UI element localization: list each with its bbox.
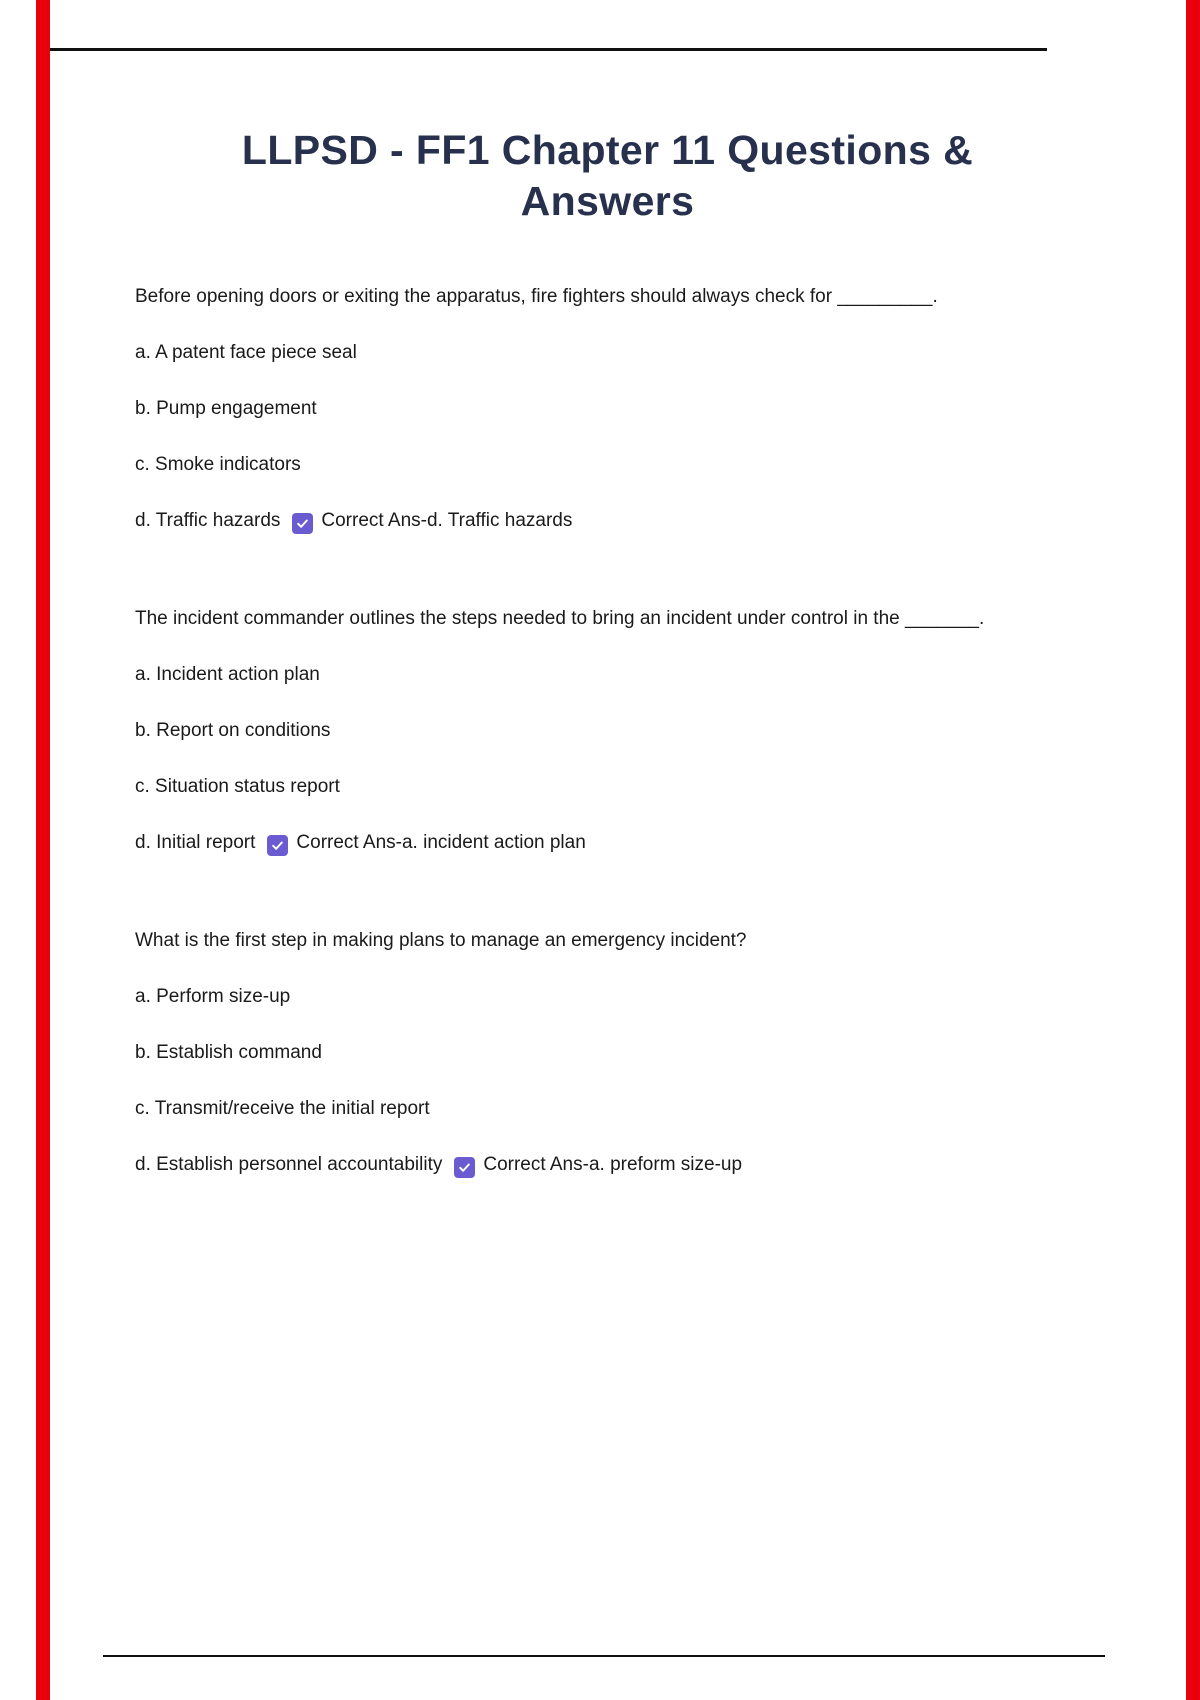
option-row: c. Transmit/receive the initial report bbox=[135, 1097, 430, 1119]
option-row: a. Incident action plan bbox=[135, 663, 320, 685]
correct-answer-text: Correct Ans-d. Traffic hazards bbox=[321, 509, 573, 531]
question-prompt: The incident commander outlines the steps needed to bring an incident under control in the _______. bbox=[135, 607, 985, 629]
questions-list bbox=[135, 276, 1080, 1186]
correct-answer-text: Correct Ans-a. incident action plan bbox=[296, 831, 586, 853]
option-row-with-answer bbox=[135, 1144, 1080, 1186]
question-prompt: What is the first step in making plans to manage an emergency incident? bbox=[135, 929, 747, 951]
question-prompt: Before opening doors or exiting the apparatus, fire fighters should always check for _________. bbox=[135, 285, 938, 307]
option-row: b. Report on conditions bbox=[135, 719, 331, 741]
option-row: a. Perform size-up bbox=[135, 985, 291, 1007]
bottom-rule bbox=[103, 1655, 1105, 1657]
option-row: c. Smoke indicators bbox=[135, 453, 301, 475]
correct-checkbox-icon bbox=[454, 1157, 475, 1178]
question-block bbox=[135, 276, 1080, 542]
option-row: b. Establish command bbox=[135, 1041, 322, 1063]
left-margin-bar bbox=[36, 0, 50, 1700]
correct-checkbox-icon bbox=[292, 513, 313, 534]
question-block bbox=[135, 598, 1080, 864]
right-margin-bar bbox=[1186, 0, 1200, 1700]
option-row: c. Situation status report bbox=[135, 775, 340, 797]
option-row: a. A patent face piece seal bbox=[135, 341, 357, 363]
question-block bbox=[135, 920, 1080, 1186]
option-label: d. Establish personnel accountability bbox=[135, 1153, 443, 1175]
page-content bbox=[135, 125, 1080, 1242]
option-label: d. Traffic hazards bbox=[135, 509, 281, 531]
option-row-with-answer bbox=[135, 822, 1080, 864]
correct-answer-text: Correct Ans-a. preform size-up bbox=[483, 1153, 743, 1175]
page-title: LLPSD - FF1 Chapter 11 Questions & Answers bbox=[241, 127, 974, 225]
top-rule bbox=[50, 48, 1047, 51]
option-label: d. Initial report bbox=[135, 831, 256, 853]
option-row: b. Pump engagement bbox=[135, 397, 317, 419]
correct-checkbox-icon bbox=[267, 835, 288, 856]
option-row-with-answer bbox=[135, 500, 1080, 542]
